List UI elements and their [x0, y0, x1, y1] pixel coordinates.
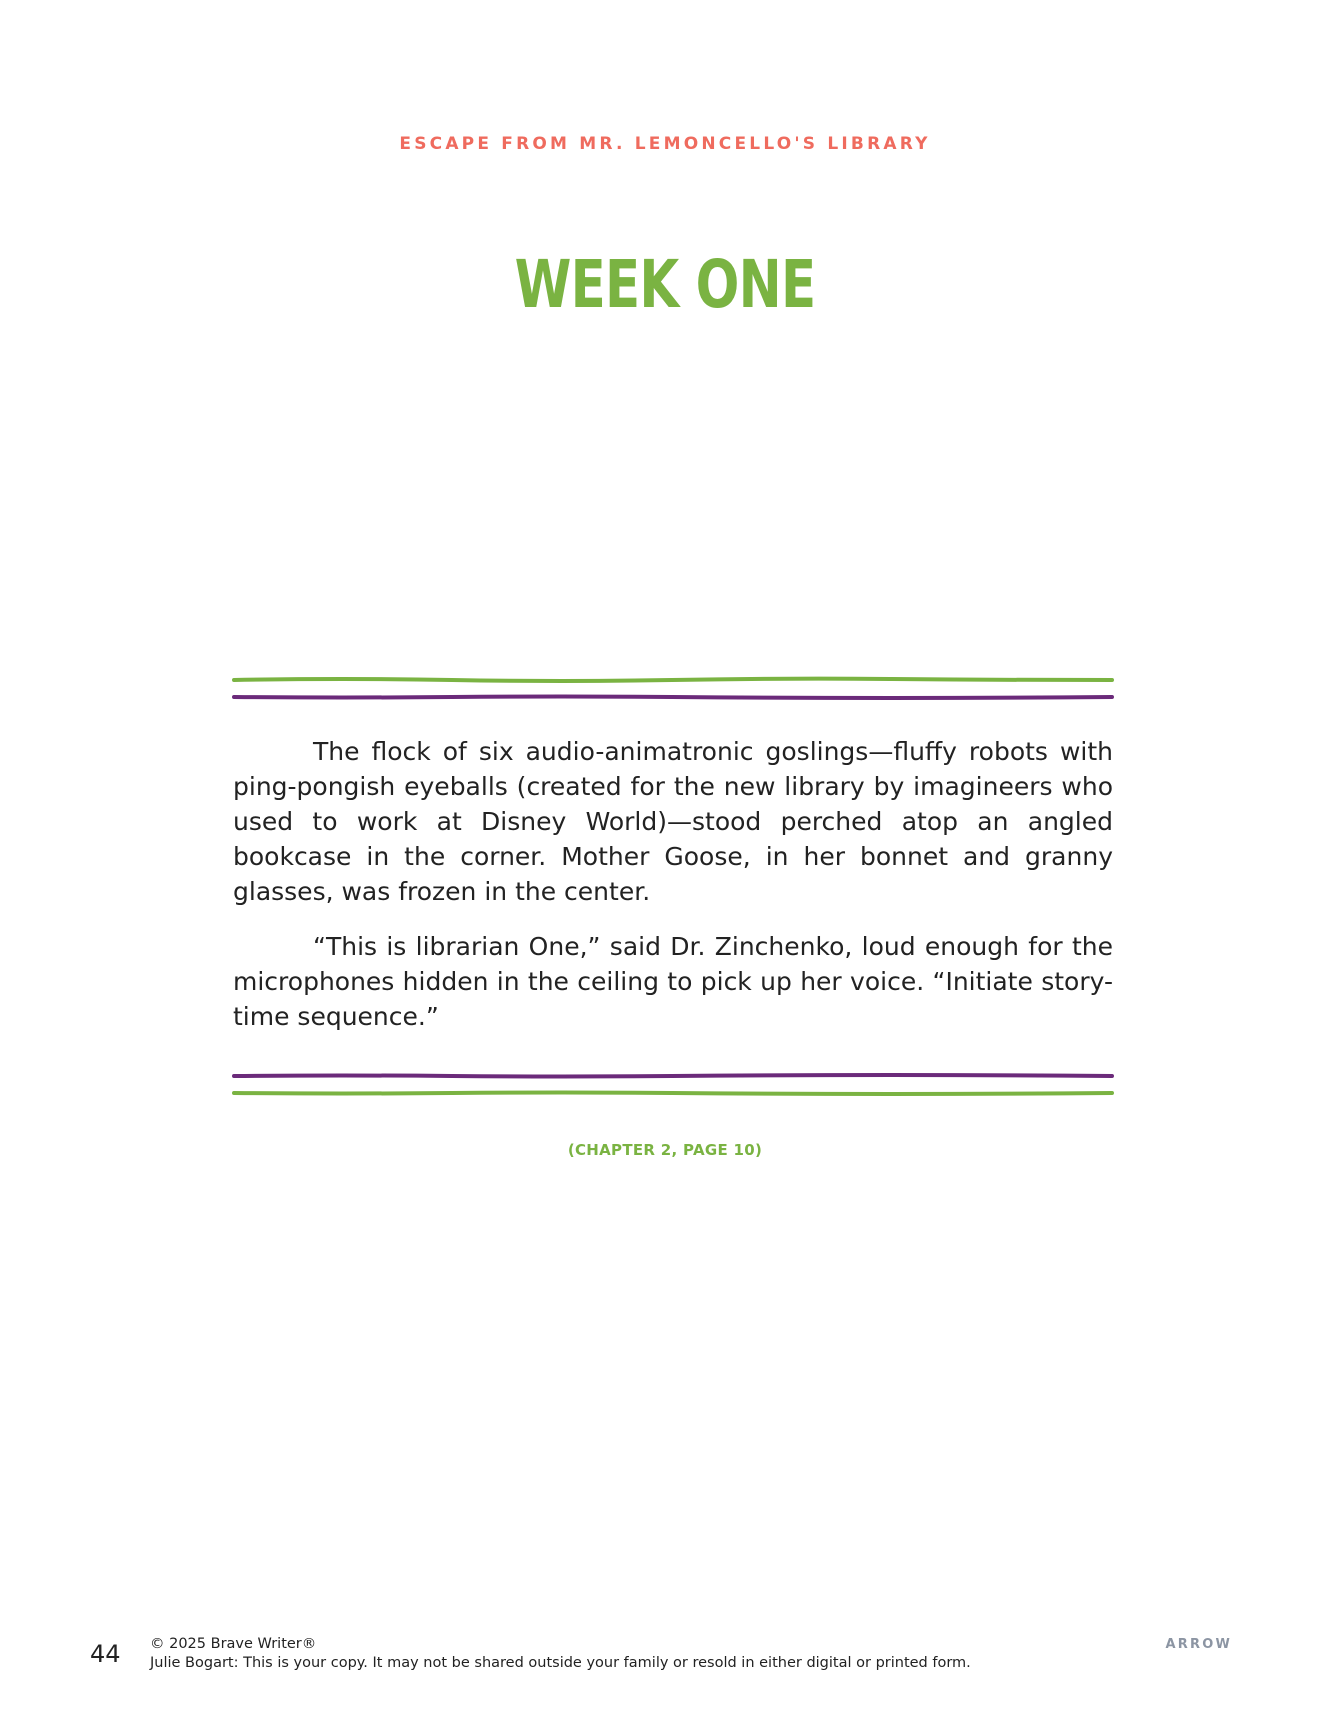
brand-logo: ARROW [1165, 1637, 1232, 1652]
page-number: 44 [90, 1640, 121, 1668]
book-excerpt [233, 734, 1113, 1054]
copyright-line: © 2025 Brave Writer® [150, 1636, 317, 1652]
book-title: ESCAPE FROM MR. LEMONCELLO'S LIBRARY [399, 134, 931, 154]
excerpt-paragraph: “This is librarian One,” said Dr. Zinchenko, loud enough for the microphones hidden in the ceiling to pick up her voice. “Initiate story-time sequence.” [233, 932, 1113, 1031]
top-rule-purple [232, 690, 1114, 704]
bottom-rule-green [232, 1086, 1114, 1100]
excerpt-paragraph: The flock of six audio-animatronic goslings—fluffy robots with ping-pongish eyeballs (created for the new library by imagineers who used to work at Disney World)—stood perched atop an angled bookcase in the corner. Mother Goose, in her bonnet and granny glasses, was frozen in the center. [233, 737, 1113, 906]
week-title: WEEK ONE [514, 246, 816, 323]
top-rule-green [232, 673, 1114, 687]
bottom-rule-purple [232, 1069, 1114, 1083]
footer-copyright [150, 1635, 971, 1673]
chapter-citation: (CHAPTER 2, PAGE 10) [567, 1141, 763, 1159]
license-notice: Julie Bogart: This is your copy. It may not be shared outside your family or resold in either digital or printed form. [150, 1655, 971, 1671]
